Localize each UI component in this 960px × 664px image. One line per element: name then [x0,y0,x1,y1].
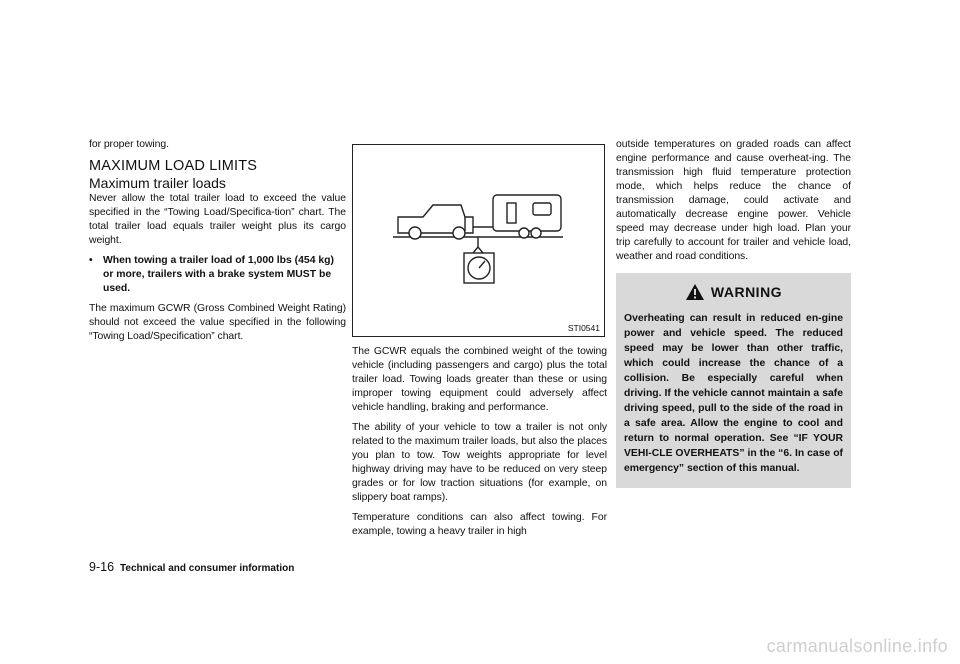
vehicle-trailer-scale-illustration [353,145,604,336]
warning-box [616,273,851,488]
gcwr-paragraph: The maximum GCWR (Gross Combined Weight Rating) should not exceed the value specified in the following “Towing Load/Specification” chart. [89,303,346,342]
page-number: 9-16 [89,560,115,574]
overheating-paragraph: outside temperatures on graded roads can affect engine performance and cause overheat-ing. The transmission high fluid temperature protection mode, which helps reduce the chance of transmission damage, could activate and automatically decrease engine power. Vehicle speed may decrease under high load. Plan your trip carefully to account for trailer and vehicle load, weather and road conditions. [616,139,851,262]
page-footer [89,560,294,574]
intro-text: for proper towing. [89,139,169,150]
column-2 [352,138,607,545]
warning-header [624,283,843,301]
bullet-text: When towing a trailer load of 1,000 lbs (454 kg) or more, trailers with a brake system MUST be used. [103,255,334,294]
bullet-icon: • [89,255,93,266]
warning-triangle-icon [685,283,705,301]
warning-title: WARNING [710,284,783,300]
brake-system-bullet [89,254,346,296]
gcwr-definition-paragraph: The GCWR equals the combined weight of the towing vehicle (including passengers and cargo) plus the total trailer load. Towing loads greater than these or using improper towing equipment could adversely affect vehicle handling, braking and performance. [352,346,607,413]
trailer-load-paragraph: Never allow the total trailer load to exceed the value specified in the “Towing Load/Specifica-tion” chart. The total trailer load equals trailer weight plus its cargo weight. [89,193,346,246]
temperature-paragraph: Temperature conditions can also affect towing. For example, towing a heavy trailer in high [352,512,607,537]
subsection-heading: Maximum trailer loads [89,175,226,191]
towing-figure [352,144,605,337]
tow-ability-paragraph: The ability of your vehicle to tow a trailer is not only related to the maximum trailer loads, but also the places you plan to tow. Tow weights appropriate for level highway driving may have to be reduced on very steep grades or for low traction situations (for example, on slippery boat ramps). [352,422,607,503]
column-1 [89,138,346,350]
section-heading: MAXIMUM LOAD LIMITS [89,158,258,174]
watermark: carmanualsonline.info [766,636,948,656]
warning-text: Overheating can result in reduced en-gine power and vehicle speed. The reduced speed may be lower than other traffic, which could increase the chance of a collision. Be especially careful when driving. If the vehicle cannot maintain a safe driving speed, pull to the side of the road in a safe area. Allow the engine to cool and return to normal operation. See “IF YOUR VEHI-CLE OVERHEATS” in the “6. In case of emergency” section of this manual. [624,313,843,474]
column-3 [616,138,851,488]
section-title: Technical and consumer information [120,563,295,574]
figure-id: STI0541 [567,323,600,333]
